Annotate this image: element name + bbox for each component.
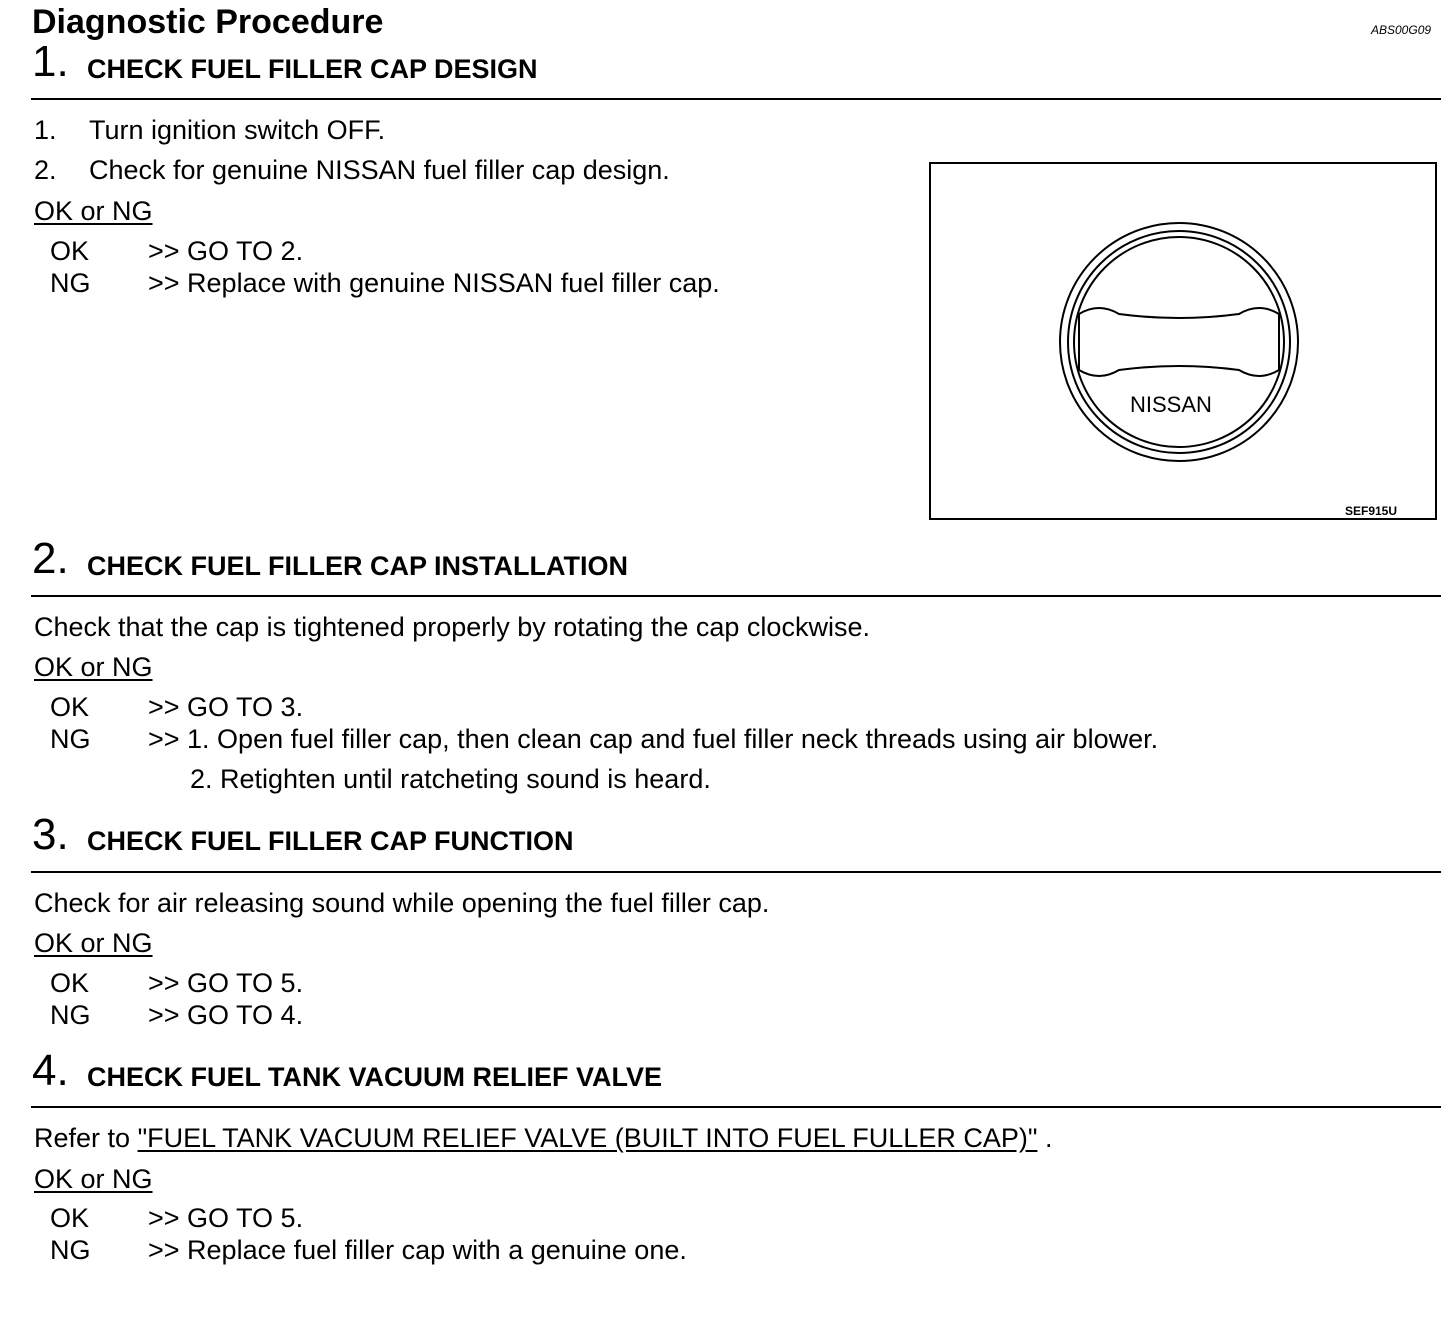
result-heading: OK or NG (34, 196, 153, 226)
refer-suffix: . (1044, 1123, 1053, 1153)
step-text: Check for air releasing sound while opening the fuel filler cap. (34, 888, 770, 918)
ng-action-continued: 2. Retighten until ratcheting sound is heard. (190, 764, 711, 794)
divider (31, 1106, 1441, 1108)
divider (31, 871, 1441, 873)
step-title: CHECK FUEL FILLER CAP FUNCTION (87, 826, 574, 856)
ng-action: >> Replace fuel filler cap with a genuine one. (148, 1235, 687, 1265)
ok-action: >> GO TO 5. (148, 1203, 304, 1233)
page-title: Diagnostic Procedure (32, 3, 384, 41)
ng-label: NG (50, 1000, 91, 1030)
step-number: 4. (32, 1046, 69, 1095)
divider (31, 595, 1441, 597)
ok-label: OK (50, 692, 90, 722)
refer-prefix: Refer to (34, 1123, 131, 1153)
ng-label: NG (50, 724, 91, 754)
step-title: CHECK FUEL FILLER CAP DESIGN (87, 54, 538, 84)
ok-label: OK (50, 968, 90, 998)
figure-code: SEF915U (1345, 504, 1398, 518)
reference-code: ABS00G09 (1371, 23, 1432, 37)
step-title: CHECK FUEL FILLER CAP INSTALLATION (87, 551, 628, 581)
vacuum-relief-valve-link[interactable]: "FUEL TANK VACUUM RELIEF VALVE (BUILT INTO FUEL FULLER CAP)" (137, 1123, 1038, 1153)
result-heading: OK or NG (34, 928, 153, 958)
ng-label: NG (50, 1235, 91, 1265)
ok-action: >> GO TO 5. (148, 968, 304, 998)
step-text (34, 1122, 1052, 1154)
ng-action: >> 1. Open fuel filler cap, then clean cap and fuel filler neck threads using air blower. (148, 724, 1159, 754)
step-title: CHECK FUEL TANK VACUUM RELIEF VALVE (87, 1062, 663, 1092)
ok-action: >> GO TO 2. (148, 236, 304, 266)
cap-label: NISSAN (1130, 392, 1212, 417)
instruction-text: Check for genuine NISSAN fuel filler cap design. (89, 155, 670, 185)
instruction-number: 1. (34, 115, 57, 145)
result-heading: OK or NG (34, 652, 153, 682)
instruction-number: 2. (34, 155, 57, 185)
ng-label: NG (50, 268, 91, 298)
instruction-text: Turn ignition switch OFF. (89, 115, 386, 145)
ng-action: >> GO TO 4. (148, 1000, 304, 1030)
step-number: 2. (32, 534, 69, 583)
step-text: Check that the cap is tightened properly by rotating the cap clockwise. (34, 612, 870, 642)
ok-action: >> GO TO 3. (148, 692, 304, 722)
ng-action: >> Replace with genuine NISSAN fuel filler cap. (148, 268, 720, 298)
ok-label: OK (50, 1203, 90, 1233)
step-number: 1. (32, 37, 69, 86)
fuel-filler-cap-icon (931, 164, 1435, 518)
ok-label: OK (50, 236, 90, 266)
figure-fuel-filler-cap (929, 162, 1437, 520)
step-number: 3. (32, 810, 69, 859)
divider (31, 98, 1441, 100)
result-heading: OK or NG (34, 1164, 153, 1194)
